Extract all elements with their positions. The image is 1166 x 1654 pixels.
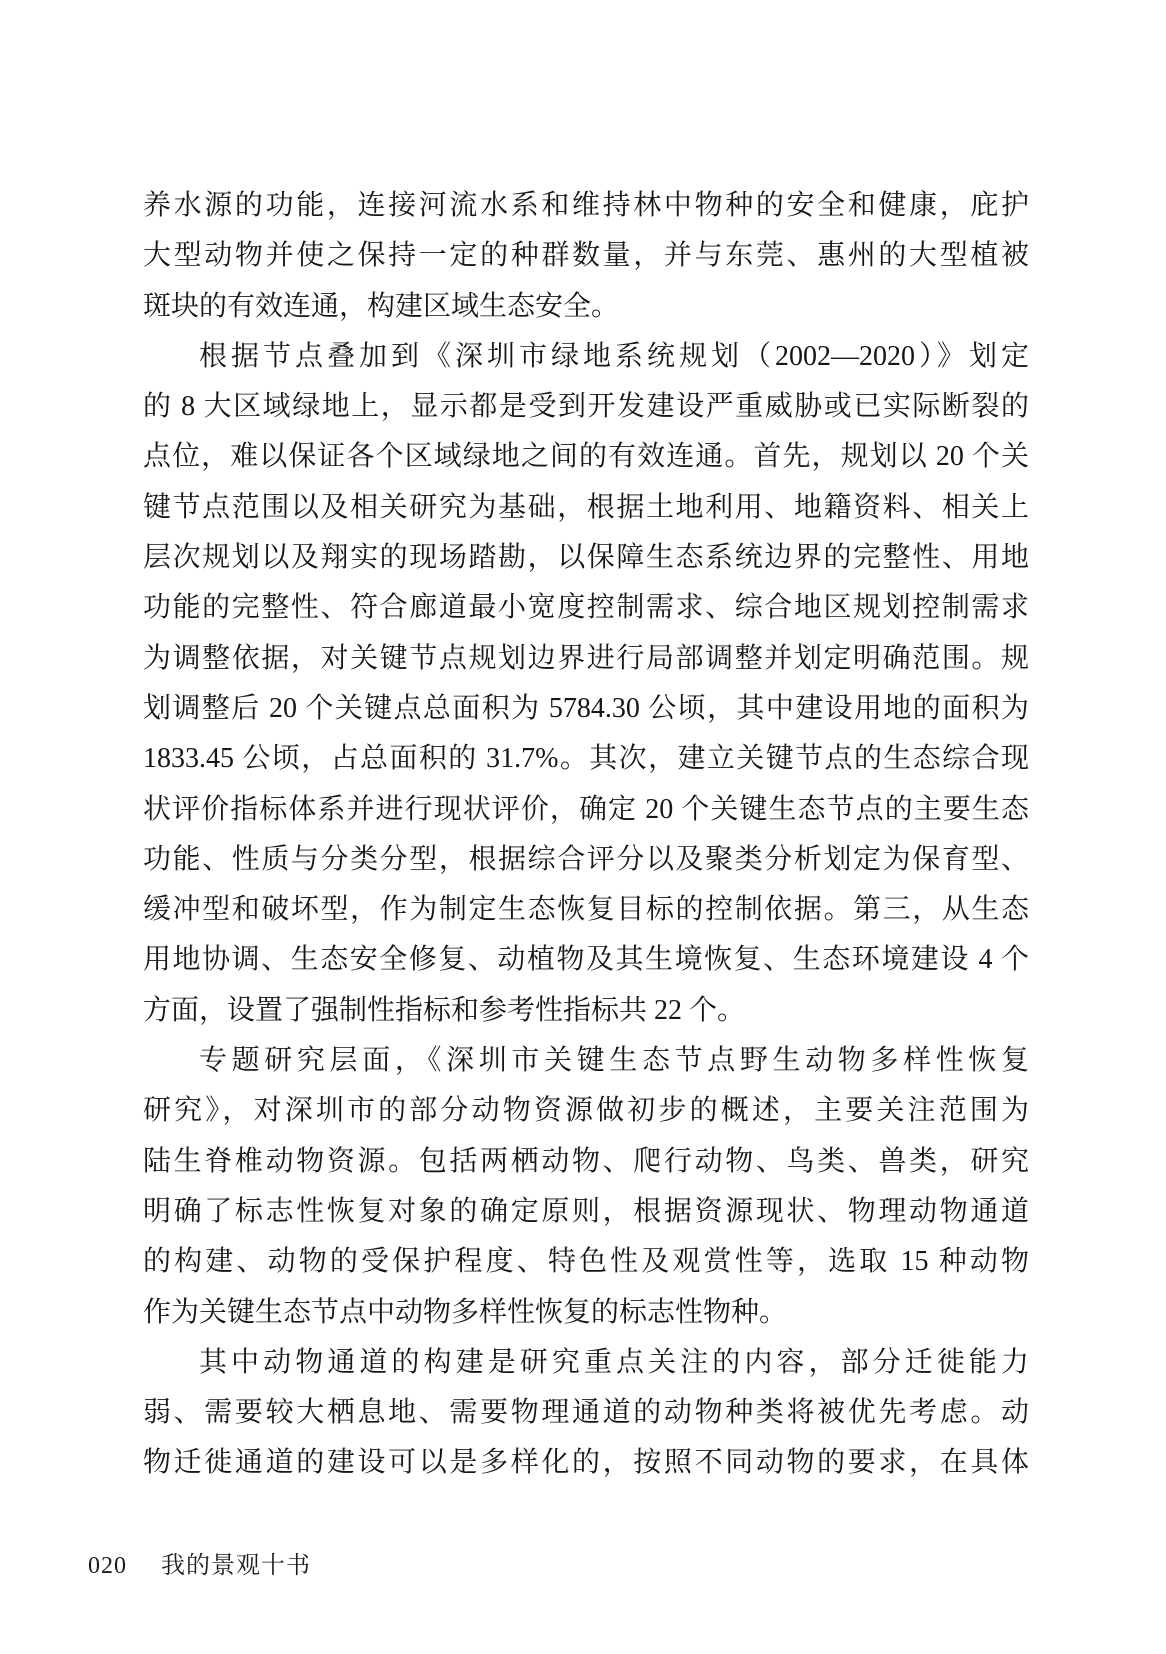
text-line: 根据节点叠加到《深圳市绿地系统规划（2002—2020）》划定 [199, 340, 1029, 372]
text-line: 缓冲型和破坏型，作为制定生态恢复目标的控制依据。第三，从生态 [143, 894, 1029, 926]
text-line: 研究》，对深圳市的部分动物资源做初步的概述，主要关注范围为 [143, 1095, 1029, 1127]
text-line: 层次规划以及翔实的现场踏勘，以保障生态系统边界的完整性、用地 [143, 542, 1029, 574]
text-line: 养水源的功能，连接河流水系和维持林中物种的安全和健康，庇护 [143, 190, 1029, 221]
text-line: 划调整后 20 个关键点总面积为 5784.30 公顷，其中建设用地的面积为 [143, 692, 1029, 724]
text-line: 专题研究层面，《深圳市关键生态节点野生动物多样性恢复 [199, 1045, 1029, 1077]
text-line: 作为关键生态节点中动物多样性恢复的标志性物种。 [143, 1296, 788, 1328]
text-line: 方面，设置了强制性指标和参考性指标共 22 个。 [143, 994, 746, 1026]
text-line: 斑块的有效连通，构建区域生态安全。 [143, 290, 620, 322]
text-line: 键节点范围以及相关研究为基础，根据土地利用、地籍资料、相关上 [143, 491, 1029, 523]
text-line: 为调整依据，对关键节点规划边界进行局部调整并划定明确范围。规 [143, 642, 1029, 674]
text-line: 明确了标志性恢复对象的确定原则，根据资源现状、物理动物通道 [143, 1195, 1029, 1227]
text-line: 大型动物并使之保持一定的种群数量，并与东莞、惠州的大型植被 [143, 240, 1029, 272]
text-line: 点位，难以保证各个区域绿地之间的有效连通。首先，规划以 20 个关 [143, 441, 1029, 473]
text-line: 陆生脊椎动物资源。包括两栖动物、爬行动物、鸟类、兽类，研究 [143, 1145, 1029, 1177]
page-number: 020 [88, 1553, 127, 1579]
body-text [143, 181, 1029, 1489]
text-line: 功能、性质与分类分型，根据综合评分以及聚类分析划定为保育型、 [143, 843, 1029, 875]
text-line: 用地协调、生态安全修复、动植物及其生境恢复、生态环境建设 4 个 [143, 944, 1029, 976]
text-line: 功能的完整性、符合廊道最小宽度控制需求、综合地区规划控制需求 [143, 592, 1029, 624]
text-line: 1833.45 公顷，占总面积的 31.7%。其次，建立关键节点的生态综合现 [143, 743, 1029, 775]
text-line: 其中动物通道的构建是研究重点关注的内容，部分迁徙能力 [199, 1346, 1029, 1378]
text-line: 状评价指标体系并进行现状评价，确定 20 个关键生态节点的主要生态 [143, 793, 1029, 825]
footer-book-title: 我的景观十书 [161, 1553, 311, 1579]
text-line: 物迁徙通道的建设可以是多样化的，按照不同动物的要求，在具体 [143, 1447, 1029, 1479]
text-line: 弱、需要较大栖息地、需要物理通道的动物种类将被优先考虑。动 [143, 1397, 1029, 1429]
text-line: 的构建、动物的受保护程度、特色性及观赏性等，选取 15 种动物 [143, 1246, 1029, 1278]
page-footer [88, 1545, 311, 1580]
text-line: 的 8 大区域绿地上，显示都是受到开发建设严重威胁或已实际断裂的 [143, 391, 1029, 423]
